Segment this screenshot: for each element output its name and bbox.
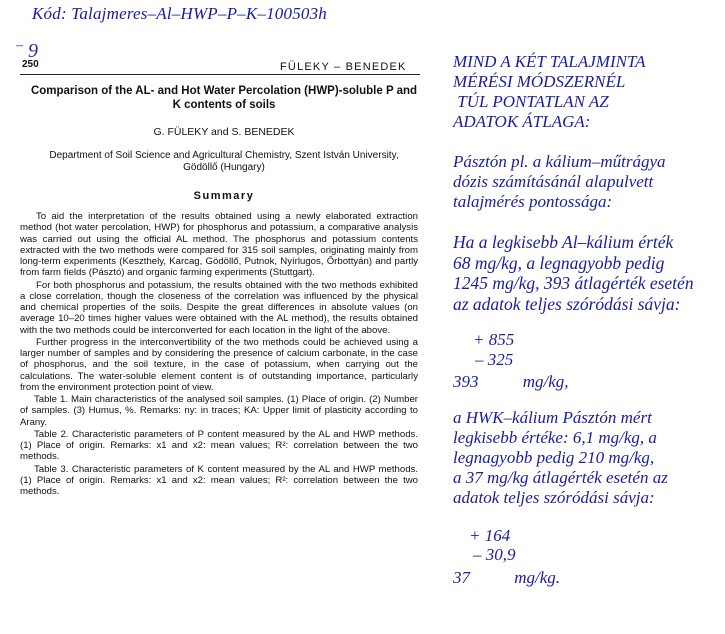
header-divider bbox=[20, 74, 420, 75]
notes-header-line: ADATOK ÁTLAGA: bbox=[453, 112, 591, 131]
paszto-note bbox=[453, 152, 666, 212]
table-caption: Table 1. Main characteristics of the analysed soil samples. (1) Place of origin. (2) Number of samples. (3) Humus, %. Remarks: ny: in traces; KA: Upper limit of plasticity according to Arany. bbox=[20, 394, 418, 428]
summary-paragraph: Further progress in the interconvertibility of the two methods could be achieved using a larger number of samples and by considering the presence of calcium carbonate, in the case of phosphorus, and the soil texture, in the case of potassium, when carrying out the calculations. The water-soluble element content is of outstanding importance, particularly from the environment protection point of view. bbox=[20, 336, 418, 393]
al-average bbox=[453, 372, 569, 392]
document-code: Kód: Talajmeres–Al–HWP–P–K–100503h bbox=[32, 4, 328, 23]
hwk-note-line: legkisebb értéke: 6,1 mg/kg, a bbox=[453, 428, 657, 447]
summary-body bbox=[20, 211, 418, 498]
al-note-line: 1245 mg/kg, 393 átlagérték esetén bbox=[453, 273, 694, 293]
hwk-minus-range: – 30,9 bbox=[473, 545, 516, 564]
notes-header bbox=[453, 52, 646, 132]
department-line: Gödöllő (Hungary) bbox=[183, 162, 265, 173]
department-line: Department of Soil Science and Agricultural Chemistry, Szent István University, bbox=[49, 150, 399, 161]
department-affiliation bbox=[30, 150, 418, 174]
hwk-average-unit: mg/kg. bbox=[514, 568, 561, 587]
hwk-note-line: a HWK–kálium Pásztón mért bbox=[453, 408, 652, 427]
hwk-plus-range: + 164 bbox=[469, 526, 511, 545]
table-caption: Table 2. Characteristic parameters of P content measured by the AL and HWP methods. (1) Place of origin. Remarks: x1 and x2: mean values; R²: correlation between the two methods. bbox=[20, 428, 418, 463]
handwritten-tick: – bbox=[16, 38, 23, 53]
paper-authors: G. FÜLEKY and S. BENEDEK bbox=[153, 126, 295, 138]
al-average-unit: mg/kg, bbox=[522, 372, 569, 391]
paper-title: Comparison of the AL- and Hot Water Percolation (HWP)-soluble P and K contents of soils bbox=[30, 85, 418, 111]
notes-header-line: MÉRÉSI MÓDSZERNÉL bbox=[453, 72, 626, 91]
handwritten-notes bbox=[425, 0, 725, 634]
page-number: 250 bbox=[22, 59, 39, 70]
al-minus-range: – 325 bbox=[475, 350, 514, 369]
notes-header-line: MIND A KÉT TALAJMINTA bbox=[453, 52, 646, 71]
hwk-potassium-note bbox=[453, 408, 668, 508]
hwk-note-line: a 37 mg/kg átlagérték esetén az bbox=[453, 468, 668, 487]
hwk-note-line: adatok teljes szóródási sávja: bbox=[453, 488, 655, 507]
summary-heading: Summary bbox=[193, 190, 255, 202]
notes-header-line: TÚL PONTATLAN AZ bbox=[453, 92, 609, 111]
paszto-note-line: Pásztón pl. a kálium–műtrágya bbox=[453, 152, 666, 171]
al-potassium-note bbox=[453, 232, 694, 314]
al-note-line: 68 mg/kg, a legnagyobb pedig bbox=[453, 252, 665, 273]
al-note-line: Ha a legkisebb Al–kálium érték bbox=[453, 232, 674, 252]
summary-paragraph: For both phosphorus and potassium, the results obtained with the two methods exhibited a close correlation, though the closeness of the correlation was influenced by the physical and chemical properties of the soils. Despite the great differences in absolute values (on average 10–20 times higher values were obtained with the AL method), the results obtained with the two methods could be interconverted for each location in the light of the above. bbox=[20, 279, 418, 336]
paszto-note-line: dózis számításánál alapulvett bbox=[453, 172, 654, 191]
hwk-average bbox=[453, 568, 560, 588]
handwritten-page-mark: 9 bbox=[28, 40, 38, 62]
al-note-line: az adatok teljes szóródási sávja: bbox=[453, 293, 681, 314]
running-head: FÜLEKY – BENEDEK bbox=[280, 61, 407, 73]
al-average-value: 393 bbox=[453, 372, 479, 391]
hwk-average-value: 37 bbox=[453, 568, 470, 587]
table-caption: Table 3. Characteristic parameters of K content measured by the AL and HWP methods. (1) Place of origin. Remarks: x1 and x2: mean values; R²: correlation between the two methods. bbox=[20, 463, 418, 497]
hwk-note-line: legnagyobb pedig 210 mg/kg, bbox=[453, 448, 655, 467]
al-plus-range: + 855 bbox=[473, 330, 515, 349]
paszto-note-line: talajmérés pontossága: bbox=[453, 192, 613, 211]
summary-paragraph: To aid the interpretation of the results obtained using a newly elaborated extraction method (hot water percolation, HWP) for phosphorus and potassium, a comparative analysis was carried out using the official AL method. The phosphorus and potassium contents extracted with the two methods were compared for 315 soil samples, originating mainly from long-term experiments (Keszthely, Karcag, Gödöllő, Putnok, Nyírlugos, Őrbottyán) and partly from farm fields (Pásztó) and organic farming experiments (Stuttgart). bbox=[20, 211, 418, 279]
